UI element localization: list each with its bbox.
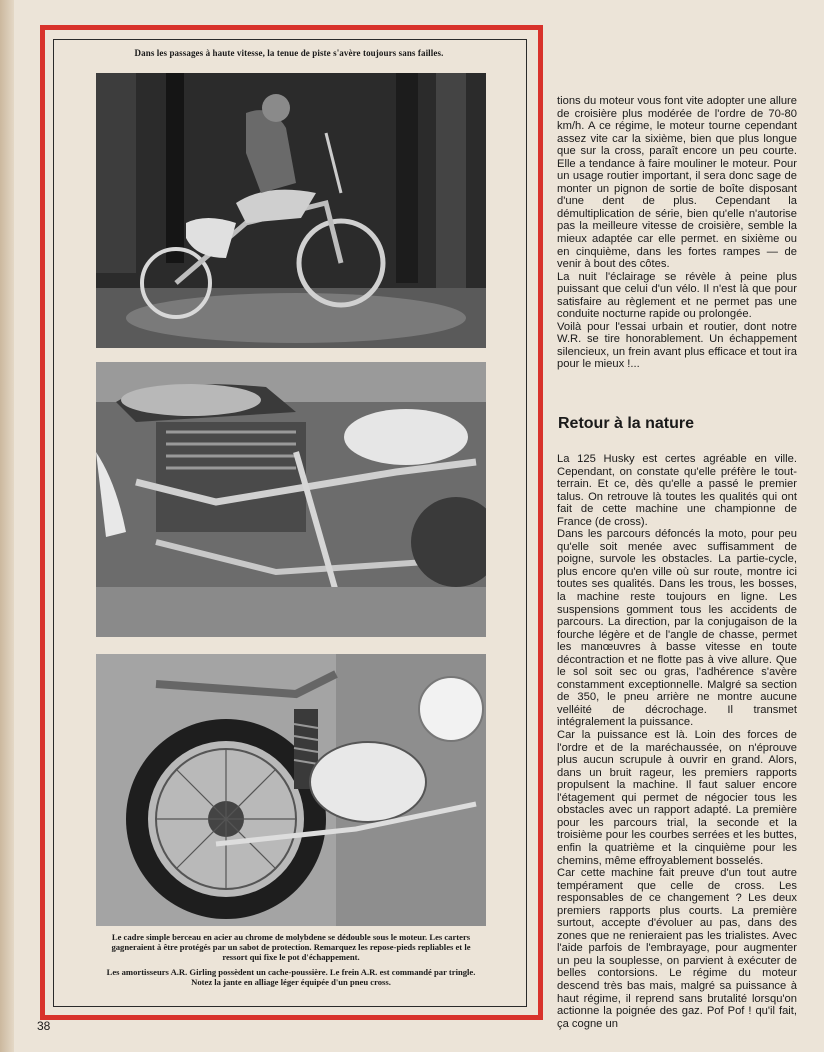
photo-rider-in-forest: [96, 73, 486, 348]
paragraph: La nuit l'éclairage se révèle à peine plus puissant que celui d'un vélo. Il n'est là que pour satisfaire au règlement et ne permet pas une conduite nocturne rapide ou prolongée.: [557, 270, 797, 321]
page-edge: [0, 0, 14, 1052]
text-column-top: [557, 95, 797, 371]
page-number: 38: [37, 1019, 51, 1033]
paragraph: Dans les parcours défoncés la moto, pour peu qu'elle soit menée avec suffisamment de poigne, survole les obstacles. La partie-cycle, plus encore qu'en ville où sur route, montre ici toutes ses qualités. Dans les trous, les bosses, la machine reste toujours en ligne. Les suspensions gomment tous les accidents de parcours. La direction, par la conjugaison de la fourche légère et de l'angle de chasse, permet les manœuvres à basse vitesse en toute décontraction et ne flotte pas à vive allure. Que le sol soit sec ou gras, l'adhérence s'avère constamment exceptionnelle. Malgré sa section de 350, le pneu arrière ne montre aucune velléité de décrochage. Il transmet intégralement la puissance.: [557, 528, 797, 729]
photo-rear-wheel-shock: [96, 654, 486, 926]
paragraph: La 125 Husky est certes agréable en ville. Cependant, on constate qu'elle préfère le tout-terrain. Et ce, dès qu'elle a passé le premier talus. On retrouve là toutes les qualités qui ont fait de cette machine une championne de France (de cross).: [557, 453, 797, 528]
caption-frame: Le cadre simple berceau en acier au chrome de molybdene se dédouble sous le moteur. Les carters gagneraient à être protégés par un sabot de protection. Remarquez les repose-pieds repliables et le ressort qui fixe le pot d'échappement.: [111, 932, 471, 962]
caption-shocks: Les amortisseurs A.R. Girling possèdent un cache-poussière. Le frein A.R. est commandé par tringle. Notez la jante en alliage léger équipée d'un pneu cross.: [106, 967, 476, 987]
top-photo-caption: Dans les passages à haute vitesse, la tenue de piste s'avère toujours sans failles.: [134, 48, 444, 58]
paragraph: Voilà pour l'essai urbain et routier, dont notre W.R. se tire honorablement. Un échappement silencieux, un frein avant plus efficace et tout ira pour le mieux !...: [557, 320, 797, 371]
paragraph: tions du moteur vous font vite adopter une allure de croisière plus modérée de l'ordre de 70-80 km/h. A ce régime, le moteur tourne cependant assez vite car la sixième, bien que plus longue que sur la cross, paraît encore un peu courte. Elle a tendance à faire mouliner le moteur. Pour un usage routier important, il sera donc sage de monter un pignon de sortie de boîte disposant d'une dent de plus. Cependant la démultiplication de série, bien qu'elle n'autorise pas la meilleure vitesse de croisière, semble la mieux adaptée car elle permet. en sixième ou en cinquième, dans les fortes rampes — de venir à bout des côtes.: [557, 95, 797, 271]
section-heading: Retour à la nature: [558, 415, 695, 432]
text-column-bottom: [557, 453, 797, 1030]
paragraph: Car la puissance est là. Loin des forces de l'ordre et de la maréchaussée, on n'éprouve plus aucun scrupule à ouvrir en grand. Alors, dans un bruit rageur, les premiers rapports propulsent la machine. Il faut saluer encore l'étagement qui permet de négocier tous les obstacles avec un rapport adapté. La première pour les parcours trial, la seconde et la troisième pour les courbes serrées et les buttes, enfin la quatrième et la cinquième pour les chemins, même effroyablement bosselés.: [557, 729, 797, 867]
paragraph: Car cette machine fait preuve d'un tout autre tempérament que celle de cross. Les responsables de ce changement ? Les deux premiers rapports plus courts. La première surtout, accepte d'évoluer au pas, dans des zones que ne renieraient pas les trialistes. Avec l'aide parfois de l'embrayage, pour augmenter un peu la souplesse, on parvient à exécuter de belles contorsions. Le régime du moteur descend très bas mais, malgré sa puissance à haut régime, il reprend sans brutalité lorsqu'on actionne la poignée des gaz. Pof Pof ! qu'il fait, ça cogne un: [557, 867, 797, 1030]
photo-engine-frame-closeup: [96, 362, 486, 637]
bottom-photo-captions: [100, 932, 482, 992]
